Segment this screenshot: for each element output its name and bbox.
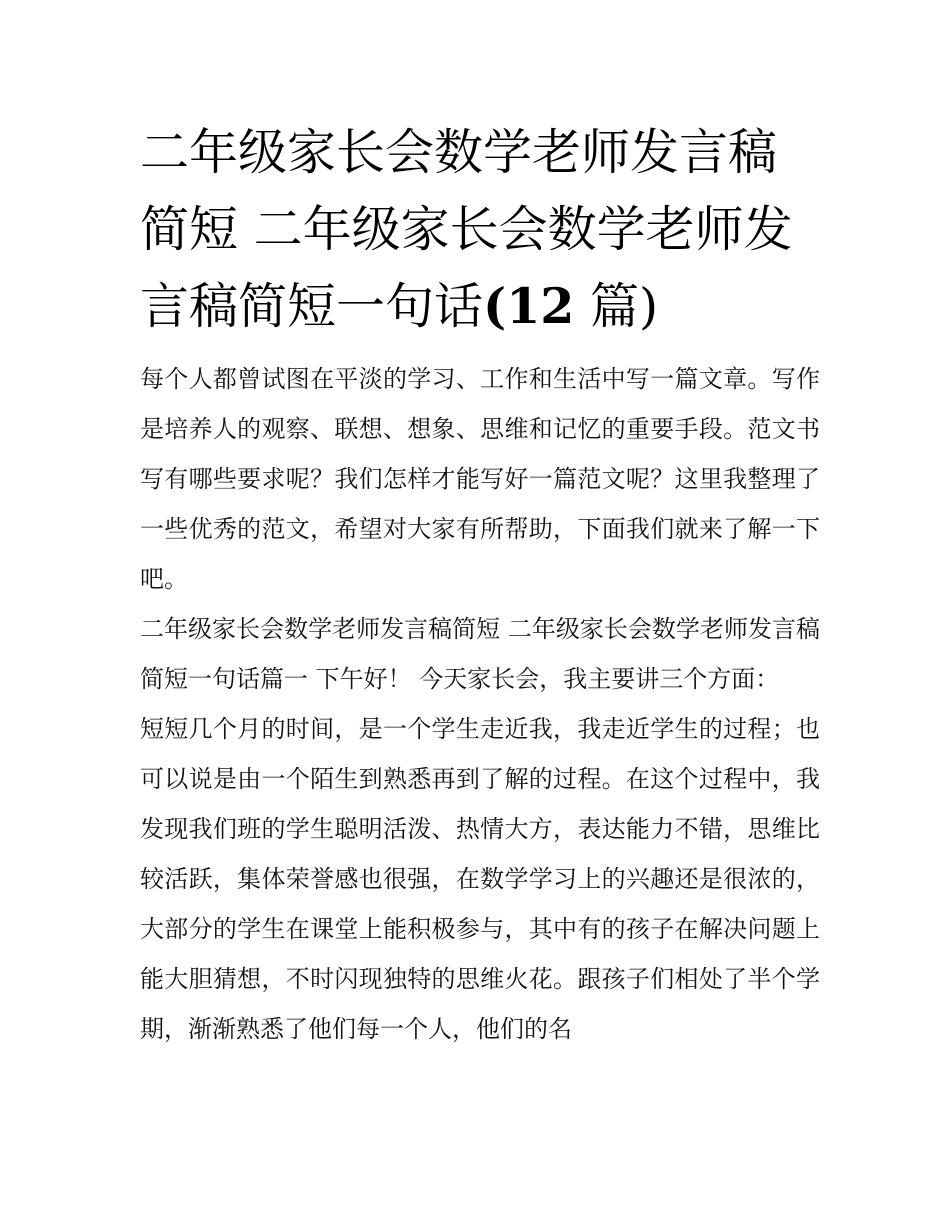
title-count: (12 [483,277,575,335]
document-title: 二年级家长会数学老师发言稿简短 二年级家长会数学老师发言稿简短一句话(12 篇) [140,124,793,335]
intro-paragraph: 每个人都曾试图在平淡的学习、工作和生活中写一篇文章。写作是培养人的观察、联想、想象、思维和记忆的重要手段。范文书写有哪些要求呢？我们怎样才能写好一篇范文呢？这里我整理了一些优秀的范文，希望对大家有所帮助，下面我们就来了解一下吧。 [140,365,820,593]
document-body [140,354,820,1054]
section-heading-paragraph: 二年级家长会数学老师发言稿简短 二年级家长会数学老师发言稿简短一句话篇一 下午好！ 今天家长会，我主要讲三个方面： [140,615,820,693]
content-paragraph: 短短几个月的时间，是一个学生走近我，我走近学生的过程；也可以说是由一个陌生到熟悉再到了解的过程。在这个过程中，我发现我们班的学生聪明活泼、热情大方，表达能力不错，思维比较活跃，集体荣誉感也很强，在数学学习上的兴趣还是很浓的，大部分的学生在课堂上能积极参与，其中有的孩子在解决问题上能大胆猜想，不时闪现独特的思维火花。跟孩子们相处了半个学期，渐渐熟悉了他们每一个人，他们的名 [140,715,820,1043]
